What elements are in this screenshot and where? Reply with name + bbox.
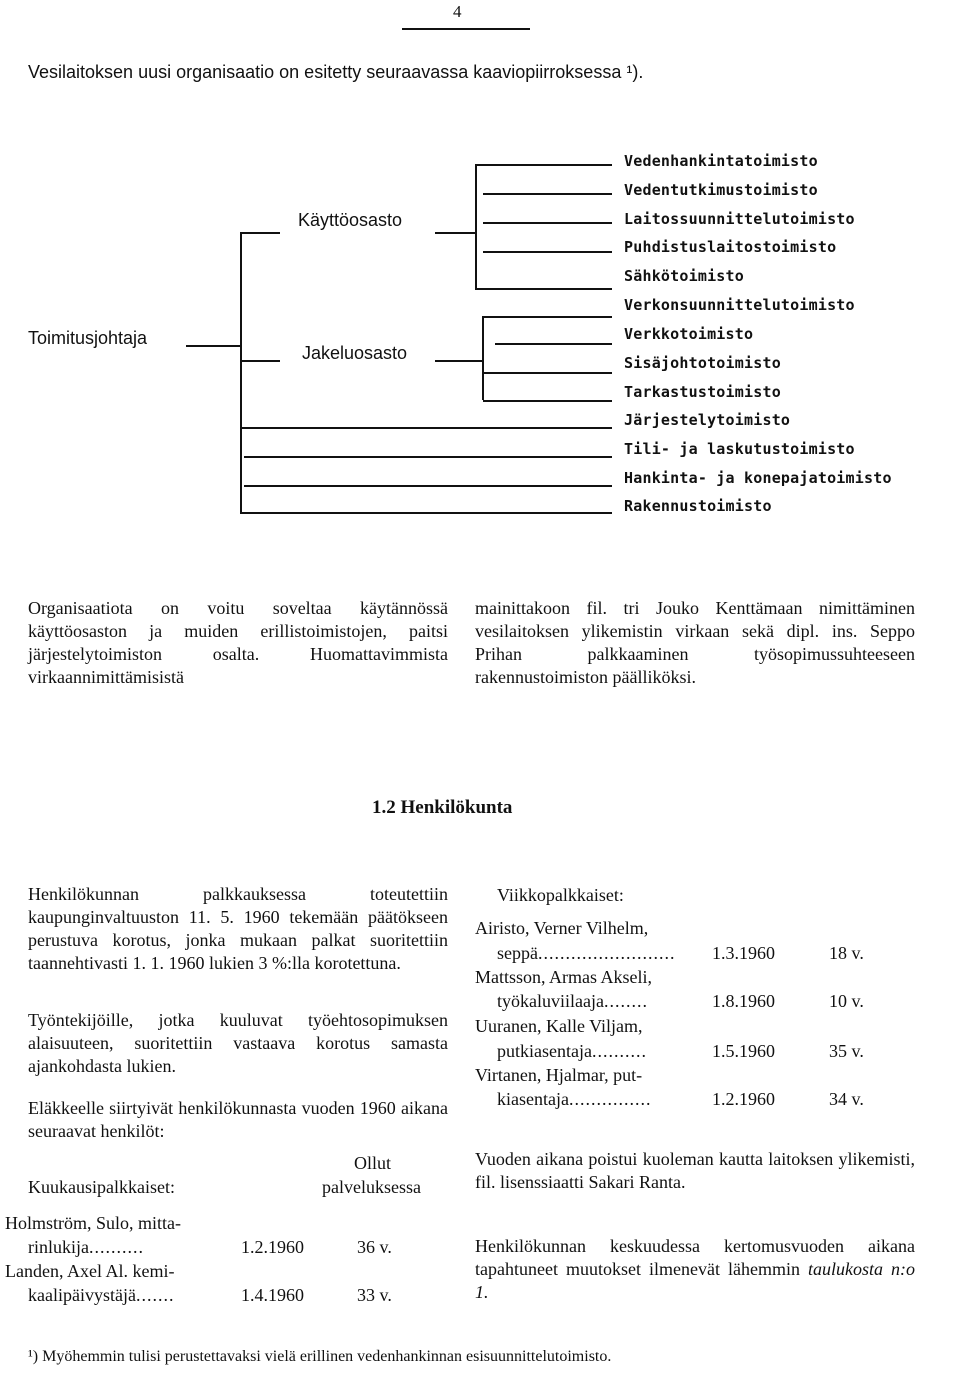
org-office-12: Hankinta- ja konepajatoimisto xyxy=(624,469,892,487)
org-line-trunk-kaytto xyxy=(240,232,280,234)
monthly-row-1-years: 36 v. xyxy=(357,1237,392,1257)
changes-paragraph xyxy=(475,1235,915,1304)
weekly-row-3-date: 1.5.1960 xyxy=(712,1041,775,1061)
org-line-office-12 xyxy=(244,485,612,487)
org-line-office-8 xyxy=(483,372,612,374)
org-line-office-2 xyxy=(483,193,612,195)
monthly-row-1-leader: .......... xyxy=(89,1237,144,1257)
personnel-paragraph-3: Eläkkeelle siirtyivät henkilökunnasta vuoden 1960 aikana seuraavat henkilöt: xyxy=(28,1098,448,1141)
weekly-row-4-title xyxy=(497,1089,651,1110)
footnote xyxy=(28,1348,611,1366)
death-paragraph: Vuoden aikana poistui kuoleman kautta laitoksen ylikemisti, fil. lisenssiaatti Sakari Ranta. xyxy=(475,1149,915,1192)
org-line-office-1 xyxy=(475,164,612,166)
org-bracket-kaytto xyxy=(475,164,477,288)
org-line-office-13 xyxy=(240,512,612,514)
org-root-toimitusjohtaja: Toimitusjohtaja xyxy=(28,328,148,348)
personnel-paragraph-1: Henkilökunnan palkkauksessa toteutettiin kaupunginvaltuuston 11. 5. 1960 tekemään päätökseen perustuva korotus, jonka mukaan palkat suoritettiin taannehtivasti 1. 1. 1960 lukien 3 %:lla korotettuna. xyxy=(28,884,448,973)
weekly-row-2-date: 1.8.1960 xyxy=(712,991,775,1011)
footnote-text: Myöhemmin tulisi perustettavaksi vielä erillinen vedenhankinnan esisuunnittelutoimisto. xyxy=(42,1348,612,1365)
weekly-row-3-title xyxy=(497,1041,647,1062)
monthly-row-2-leader: ....... xyxy=(135,1285,175,1305)
section-number: 1.2 xyxy=(372,797,396,818)
org-office-7: Verkkotoimisto xyxy=(624,325,754,343)
org-office-4: Puhdistuslaitostoimisto xyxy=(624,238,837,256)
weekly-row-1-years: 18 v. xyxy=(829,943,864,963)
weekly-row-4-date: 1.2.1960 xyxy=(712,1089,775,1109)
weekly-row-4-name: Virtanen, Hjalmar, put- xyxy=(475,1065,643,1085)
organisation-paragraph-right: mainittakoon fil. tri Jouko Kenttämaan nimittäminen vesilaitoksen ylikemistin virkaan sekä dipl. ins. Seppo Prihan palkkaaminen työsopimussuhteeseen rakennustoimiston päälliköksi. xyxy=(475,598,915,687)
org-line-office-5 xyxy=(475,288,612,290)
weekly-row-2-name: Mattsson, Armas Akseli, xyxy=(475,967,653,987)
org-office-10: Järjestelytoimisto xyxy=(624,411,791,429)
served-heading-line2: palveluksessa xyxy=(322,1177,421,1197)
org-line-office-10 xyxy=(240,427,612,429)
org-line-root xyxy=(186,345,241,347)
header-rule xyxy=(402,28,530,30)
personnel-paragraph-2: Työntekijöille, jotka kuuluvat työehtosopimuksen alaisuuteen, suoritettiin vastaava korotus samasta ajankohdasta lukien. xyxy=(28,1010,448,1076)
changes-text: Henkilökunnan keskuudessa kertomusvuoden aikana tapahtuneet muutokset ilmenevät lähemmin xyxy=(475,1236,915,1279)
weekly-row-2-leader: ........ xyxy=(603,991,648,1011)
monthly-row-2-years: 33 v. xyxy=(357,1285,392,1305)
weekly-row-1-leader: ......................... xyxy=(537,943,676,963)
org-line-jakelu-out xyxy=(435,360,483,362)
org-line-office-3 xyxy=(483,222,612,224)
org-line-office-7 xyxy=(495,343,612,345)
monthly-row-2-date: 1.4.1960 xyxy=(241,1285,304,1305)
weekly-row-1-role: seppä xyxy=(497,943,538,963)
org-office-5: Sähkötoimisto xyxy=(624,267,744,285)
weekly-row-4-role: kiasentaja xyxy=(497,1089,569,1109)
org-office-6: Verkonsuunnittelutoimisto xyxy=(624,296,855,314)
org-line-office-6 xyxy=(483,316,612,318)
weekly-row-1-date: 1.3.1960 xyxy=(712,943,775,963)
section-title: Henkilökunta xyxy=(400,797,513,818)
intro-sentence: Vesilaitoksen uusi organisaatio on esitetty seuraavassa kaaviopiirroksessa ¹). xyxy=(28,62,644,82)
org-dept-kayttoosasto: Käyttöosasto xyxy=(298,210,403,230)
monthly-row-1-date: 1.2.1960 xyxy=(241,1237,304,1257)
org-line-kaytto-out xyxy=(435,232,475,234)
weekly-row-1-name: Airisto, Verner Vilhelm, xyxy=(475,918,649,938)
section-heading xyxy=(372,797,512,819)
org-line-trunk xyxy=(240,232,242,512)
weekly-row-4-years: 34 v. xyxy=(829,1089,864,1109)
org-line-office-11 xyxy=(244,456,612,458)
weekly-row-3-name: Uuranen, Kalle Viljam, xyxy=(475,1016,643,1036)
monthly-row-2-name: Landen, Axel Al. kemi- xyxy=(5,1261,175,1281)
monthly-row-2-role: kaalipäivystäjä xyxy=(28,1285,136,1305)
org-office-11: Tili- ja laskutustoimisto xyxy=(624,440,855,458)
org-office-3: Laitossuunnittelutoimisto xyxy=(624,210,855,228)
page-number: 4 xyxy=(453,2,462,21)
footnote-marker: ¹) xyxy=(28,1348,39,1365)
monthly-row-1-title xyxy=(28,1237,144,1258)
changes-table-ref: taulukosta n:o 1. xyxy=(475,1259,915,1302)
organisation-paragraph-left: Organisaatiota on voitu soveltaa käytännössä käyttöosaston ja muiden erillistoimistojen, paitsi järjestelytoimiston osalta. Huomattavimmista virkaannimittämisistä xyxy=(28,598,448,687)
org-office-8: Sisäjohtotoimisto xyxy=(624,354,781,372)
weekly-row-2-role: työkaluviilaaja xyxy=(497,991,604,1011)
weekly-heading: Viikkopalkkaiset: xyxy=(497,885,624,905)
weekly-row-2-years: 10 v. xyxy=(829,991,864,1011)
org-bracket-jakelu xyxy=(482,316,484,400)
weekly-row-2-title xyxy=(497,991,648,1012)
org-line-trunk-jakelu xyxy=(240,360,280,362)
org-line-office-4 xyxy=(483,251,612,253)
org-office-2: Vedentutkimustoimisto xyxy=(624,181,818,199)
monthly-row-1-name: Holmström, Sulo, mitta- xyxy=(5,1213,182,1233)
monthly-heading: Kuukausipalkkaiset: xyxy=(28,1177,175,1197)
org-office-9: Tarkastustoimisto xyxy=(624,383,781,401)
weekly-row-3-role: putkiasentaja xyxy=(497,1041,592,1061)
weekly-row-3-leader: .......... xyxy=(591,1041,647,1061)
monthly-row-1-role: rinlukija xyxy=(28,1237,89,1257)
org-office-13: Rakennustoimisto xyxy=(624,497,772,515)
monthly-row-2-title xyxy=(28,1285,174,1306)
org-office-1: Vedenhankintatoimisto xyxy=(624,152,818,170)
weekly-row-4-leader: ............... xyxy=(568,1089,652,1109)
weekly-row-1-title xyxy=(497,943,675,964)
weekly-row-3-years: 35 v. xyxy=(829,1041,864,1061)
org-dept-jakeluosasto: Jakeluosasto xyxy=(302,343,408,363)
org-line-office-9 xyxy=(483,400,612,402)
served-heading-line1: Ollut xyxy=(354,1153,392,1173)
